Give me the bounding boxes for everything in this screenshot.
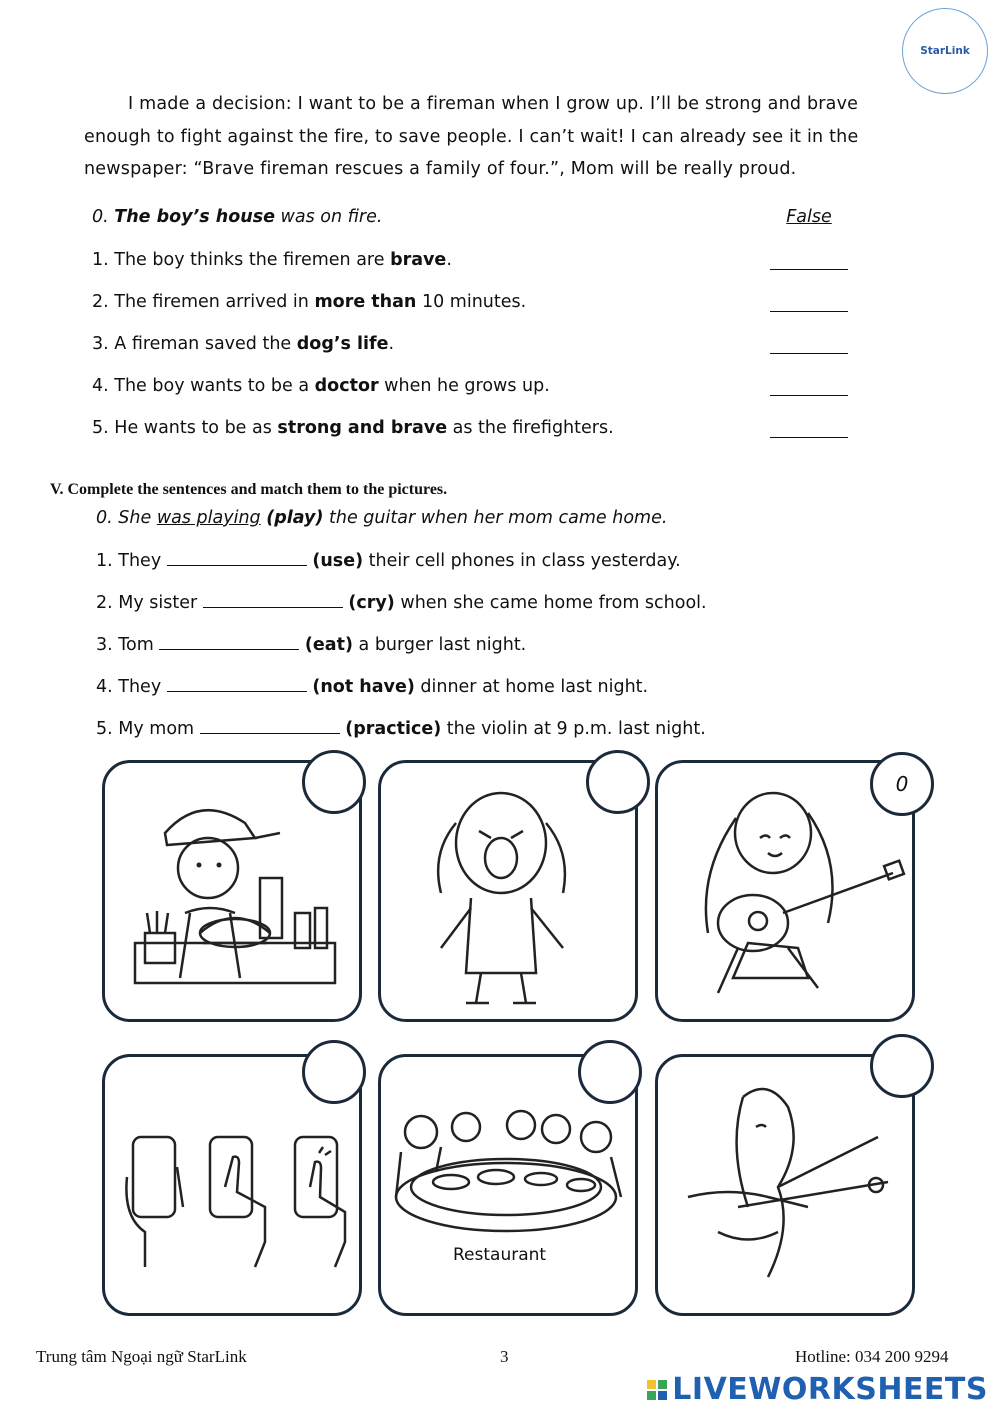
statement-5-answer-blank[interactable] [770, 415, 848, 441]
reading-passage [84, 88, 934, 186]
sentence-2: 2. My sister (cry) when she came home from school. [96, 589, 707, 615]
footer-center-name: Trung tâm Ngoại ngữ StarLink [36, 1347, 247, 1366]
sentence-1: 1. They (use) their cell phones in class yesterday. [96, 547, 681, 573]
liveworksheets-brand [647, 1372, 988, 1407]
statement-2: 2. The firemen arrived in more than 10 minutes. [92, 292, 527, 312]
passage-line-3: newspaper: “Brave fireman rescues a family of four.”, Mom will be really proud. [84, 159, 797, 179]
match-circle-4[interactable] [302, 1040, 366, 1104]
statement-5: 5. He wants to be as strong and brave as the firefighters. [92, 418, 614, 438]
statement-3: 3. A fireman saved the dog’s life. [92, 334, 395, 354]
liveworksheets-text: LIVEWORKSHEETS [672, 1372, 988, 1407]
statement-4: 4. The boy wants to be a doctor when he grows up. [92, 376, 550, 396]
match-circle-5[interactable] [578, 1040, 642, 1104]
footer-page-number: 3 [500, 1347, 509, 1366]
sentence-0: 0. She was playing (play) the guitar when her mom came home. [96, 508, 668, 528]
statement-1-answer-blank[interactable] [770, 247, 848, 273]
picture-card-violin-woman [655, 1054, 915, 1316]
match-circle-3[interactable]: 0 [870, 752, 934, 816]
sentence-3: 3. Tom (eat) a burger last night. [96, 631, 526, 657]
match-circle-1[interactable] [302, 750, 366, 814]
sentence-4-blank[interactable] [167, 673, 307, 692]
statement-3-answer-blank[interactable] [770, 331, 848, 357]
statement-0: 0. The boy’s house was on fire. [92, 207, 383, 227]
passage-line-1: I made a decision: I want to be a fireman when I grow up. I’ll be strong and brave [128, 94, 859, 114]
match-circle-2[interactable] [586, 750, 650, 814]
starlink-logo [902, 8, 988, 94]
liveworksheets-icon [647, 1380, 667, 1400]
match-circle-6[interactable] [870, 1034, 934, 1098]
statement-0-answer: False [786, 207, 832, 227]
statement-1: 1. The boy thinks the firemen are brave. [92, 250, 452, 270]
restaurant-label: Restaurant [453, 1245, 547, 1265]
sentence-4: 4. They (not have) dinner at home last night. [96, 673, 648, 699]
footer-hotline: Hotline: 034 200 9294 [795, 1347, 949, 1366]
sentence-1-blank[interactable] [167, 547, 307, 566]
sentence-0-answer: was playing [156, 508, 261, 528]
passage-line-2: enough to fight against the fire, to save people. I can’t wait! I can already see it in the [84, 126, 859, 147]
section-v-title: V. Complete the sentences and match them to the pictures. [50, 481, 448, 498]
woman-playing-violin-illustration [658, 1057, 911, 1312]
girl-playing-guitar-illustration [658, 763, 911, 1018]
statement-4-answer-blank[interactable] [770, 373, 848, 399]
sentence-2-blank[interactable] [203, 589, 343, 608]
sentence-3-blank[interactable] [159, 631, 299, 650]
sentence-5-blank[interactable] [200, 715, 340, 734]
statement-2-answer-blank[interactable] [770, 289, 848, 315]
sentence-5: 5. My mom (practice) the violin at 9 p.m. last night. [96, 715, 706, 741]
logo-text: StarLink [920, 45, 970, 57]
